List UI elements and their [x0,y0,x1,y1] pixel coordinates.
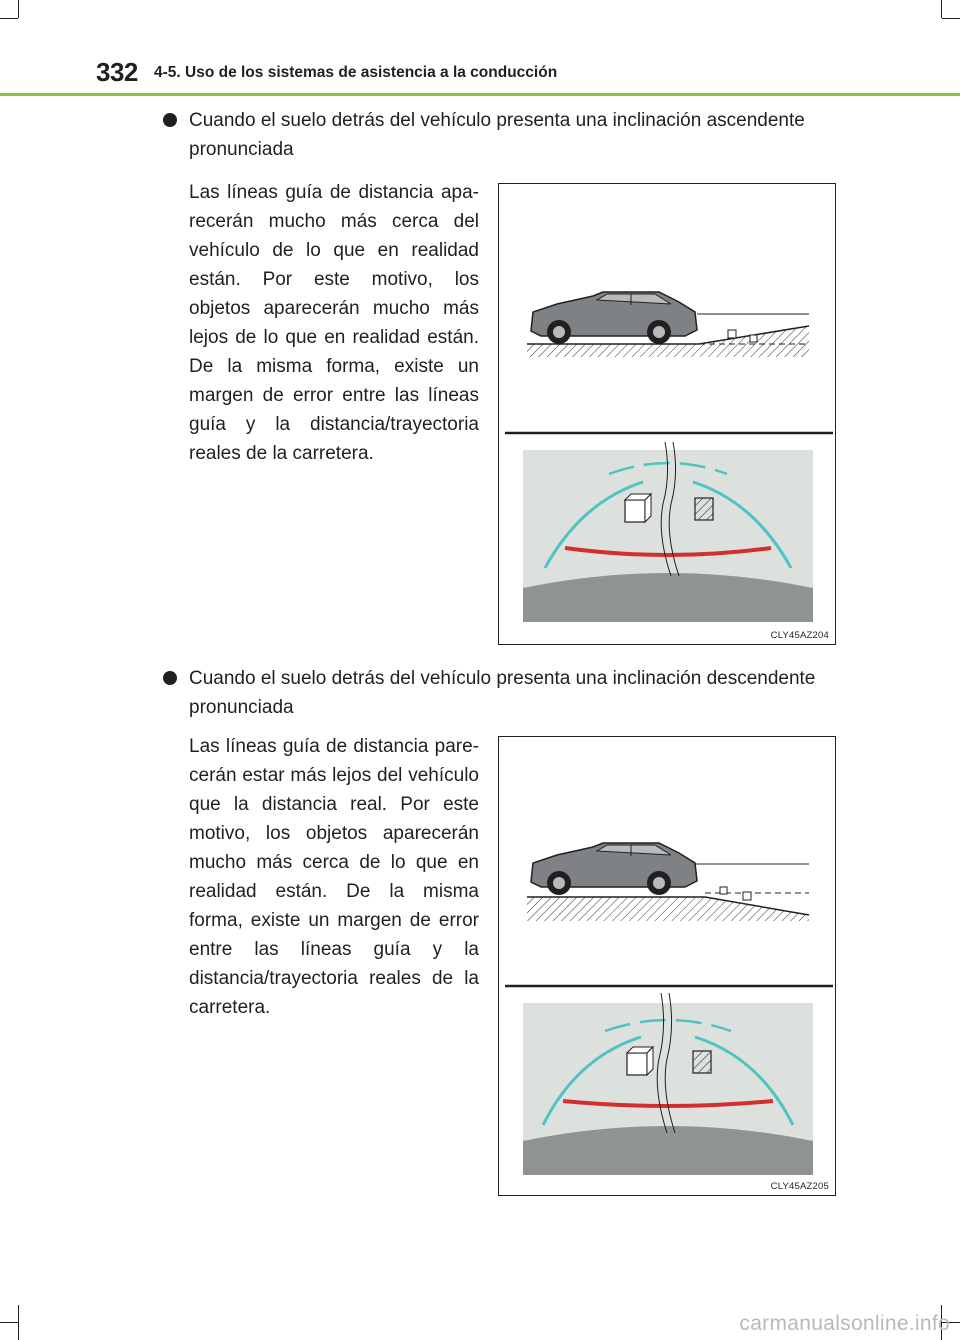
figure-code: CLY45AZ205 [770,1181,829,1192]
header-rule [0,93,960,96]
footer-watermark: carmanualsonline.info [739,1312,950,1335]
section-paragraph-uphill: Las líneas guía de distancia apa-recerán mucho más cerca del vehículo de lo que en realidad están. Por este motivo, los objetos aparecerán mucho más lejos de lo que en realidad están. De la misma forma, existe un margen de error entre las líneas guía y la distancia/trayectoria reales de la carretera. [189,182,479,464]
section-title: 4-5. Uso de los sistemas de asistencia a la conducción [154,64,558,81]
car-on-upward-slope-diagram-icon [499,184,837,646]
crop-mark [0,1322,18,1323]
page-header [0,0,960,100]
figure-downhill [498,736,836,1196]
section-heading-downhill: Cuando el suelo detrás del vehículo presenta una inclinación descendente pronunciada [189,668,816,718]
figure-code: CLY45AZ204 [770,630,829,641]
bullet-icon [163,113,177,127]
car-on-downward-slope-diagram-icon [499,737,837,1197]
bullet-icon [163,671,177,685]
figure-uphill [498,183,836,645]
section-heading-uphill: Cuando el suelo detrás del vehículo presenta una inclinación ascendente pronunciada [189,110,805,160]
section-paragraph-downhill: Las líneas guía de distancia pare-cerán estar más lejos del vehículo que la distancia real. Por este motivo, los objetos aparecerán mucho más cerca de lo que en realidad están. De la misma forma, existe un margen de error entre las líneas guía y la distancia/trayectoria reales de la carretera. [189,736,479,1018]
page-number: 332 [96,57,138,87]
crop-mark [18,1305,19,1340]
